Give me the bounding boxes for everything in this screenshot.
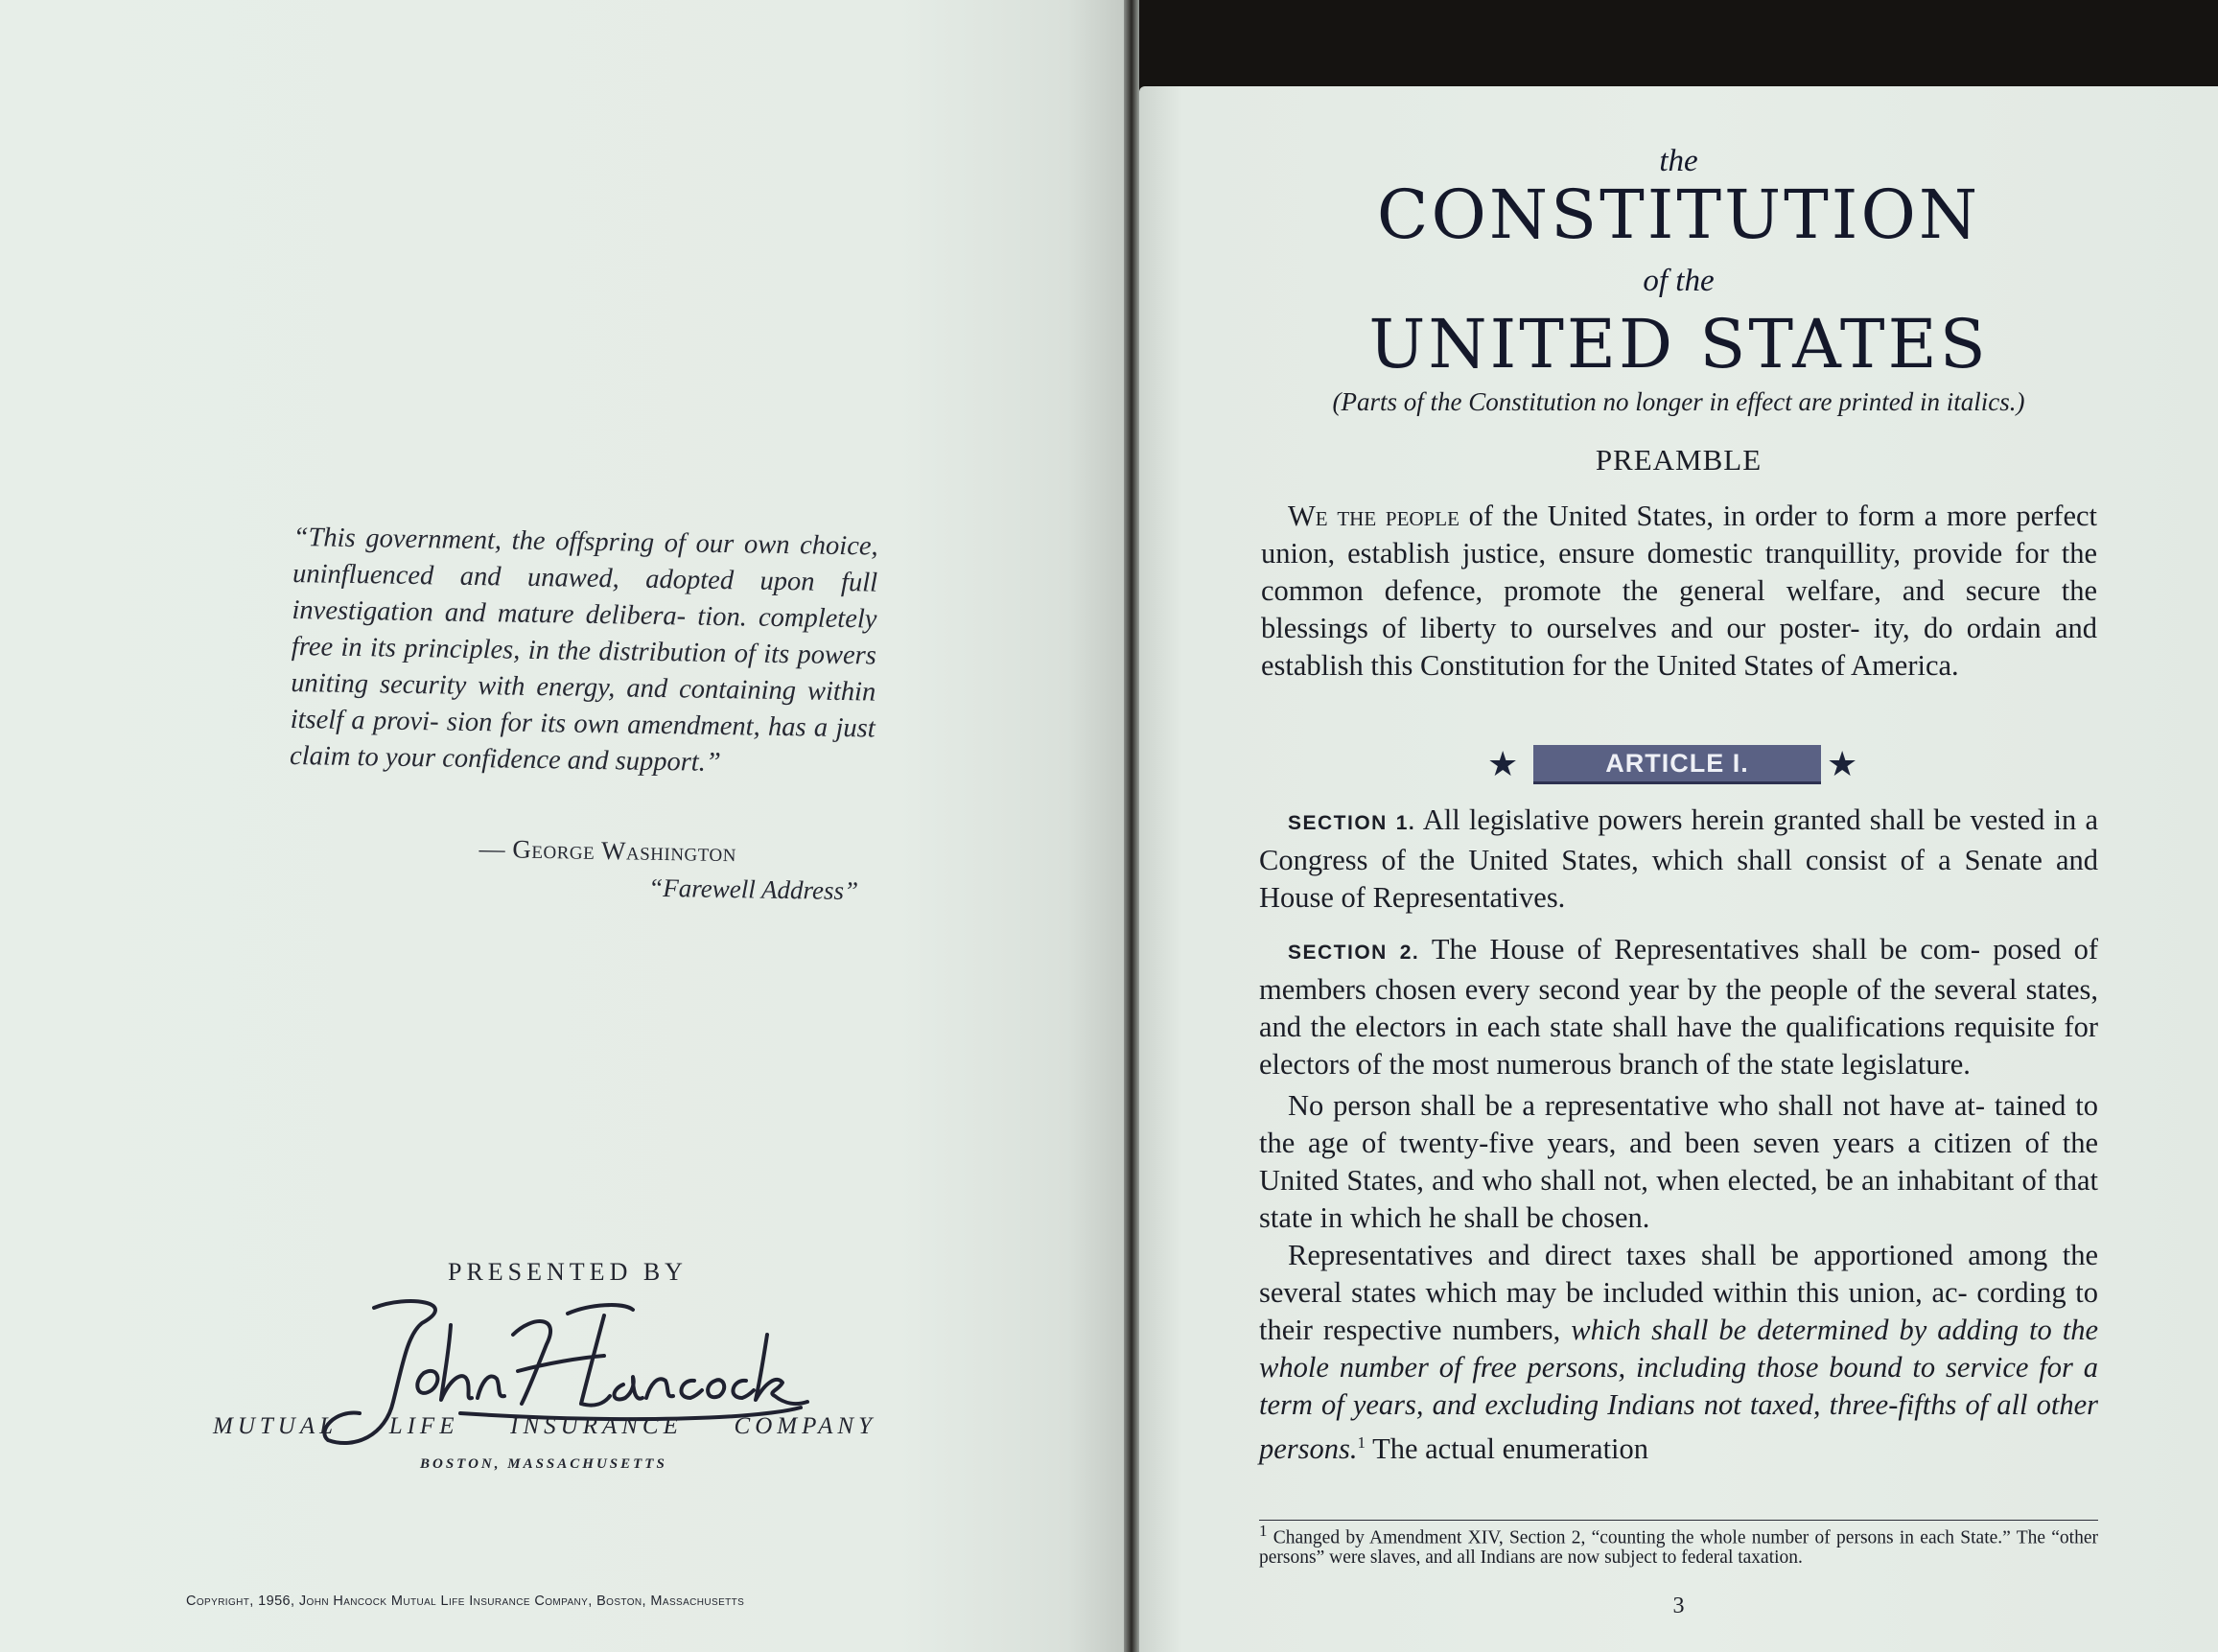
footnote-ref: 1: [1357, 1433, 1366, 1452]
page-number: 3: [1672, 1594, 1685, 1618]
section-2-paragraph-2: No person shall be a representative who shall not have at- tained to the age of twenty-five years, and been seven years a citizen of the United States, and who shall not, when elected, be an inhabitant of that state in which he shall be chosen.: [1259, 1089, 2098, 1234]
preamble-text: [1261, 498, 2097, 685]
section-1-label: SECTION 1.: [1288, 812, 1416, 834]
quote-attribution: [479, 830, 863, 909]
preamble-body: of the United States, in order to form a more perfect union, establish justice, ensure domestic tranquillity, provide for the common defence, promote the general welfare, and secure the blessings of liberty to ourselves and our poster- ity, do ordain and establish this Constitution for the United States of America.: [1261, 500, 2097, 682]
presented-by: PRESENTED BY: [448, 1258, 688, 1286]
preamble-heading: PREAMBLE: [1595, 443, 1763, 477]
company-word-company: COMPANY: [734, 1413, 876, 1439]
section-2-paragraph-3: [1259, 1237, 2098, 1468]
attribution-name: — George Washington: [479, 833, 737, 868]
title-of-the: of the: [1643, 264, 1715, 298]
company-word-insurance: INSURANCE: [510, 1413, 683, 1439]
preamble-lead: We the people: [1288, 500, 1459, 532]
section-1-text: All legislative powers herein granted shall be vested in a Congress of the United States, which shall consist of a Senate and House of Representatives.: [1259, 803, 2098, 914]
title-united-states: UNITED STATES: [1368, 305, 1989, 384]
para-3-end: The actual enumeration: [1366, 1432, 1649, 1466]
section-1: [1259, 802, 2098, 917]
title-the: the: [1659, 144, 1698, 178]
copyright-notice: Copyright, 1956, John Hancock Mutual Life Insurance Company, Boston, Massachusetts: [186, 1594, 745, 1609]
footnote-marker: 1: [1259, 1522, 1268, 1540]
company-word-mutual: MUTUAL: [213, 1413, 339, 1439]
para-3-start: Representatives and direct taxes shall be apportioned among the several states which may be included within this union, ac- cording to their respective numbers,: [1259, 1239, 2098, 1346]
footnote: [1259, 1520, 2098, 1568]
article-heading: [1259, 743, 2098, 785]
para-3-italic: which shall be determined by adding to the whole number of free persons, including those bound to service for a term of years, and excluding Indians not taxed, three-fifths of all other persons.: [1259, 1314, 2098, 1466]
section-2-label: SECTION 2.: [1288, 942, 1420, 964]
company-word-life: LIFE: [388, 1413, 459, 1439]
section-2-paragraph-1: [1259, 931, 2098, 1083]
attribution-source: “Farewell Address”: [648, 873, 859, 906]
company-location: BOSTON, MASSACHUSETTS: [420, 1456, 667, 1472]
book-gutter: [1124, 0, 1139, 1652]
section-1-paragraph: [1259, 802, 2098, 917]
washington-quote: [290, 520, 878, 784]
title-constitution: CONSTITUTION: [1376, 175, 1981, 254]
star-icon: ★: [1487, 745, 1519, 783]
star-icon: ★: [1827, 745, 1858, 783]
section-2-text: The House of Representatives shall be com- posed of members chosen every second year by the people of the several states, and the electors in each state shall have the qualifications requisite for electors of the most numerous branch of the state legislature.: [1259, 933, 2098, 1081]
footnote-text: Changed by Amendment XIV, Section 2, “counting the whole number of persons in each State.” The “other persons” were slaves, and all Indians are now subject to federal taxation.: [1259, 1527, 2099, 1568]
quote-text: “This government, the offspring of our own choice, uninfluenced and unawed, adopted upon full investigation and mature delibera- tion. completely free in its principles, in the distribution of its powers uniting security with energy, and containing within itself a provi- sion for its own amendment, has a just claim to your confidence and support.”: [289, 522, 878, 779]
article-banner: ARTICLE I.: [1533, 745, 1821, 784]
company-name: [213, 1413, 876, 1440]
italics-note: (Parts of the Constitution no longer in effect are printed in italics.): [1332, 387, 2025, 416]
section-2: [1259, 931, 2098, 1468]
